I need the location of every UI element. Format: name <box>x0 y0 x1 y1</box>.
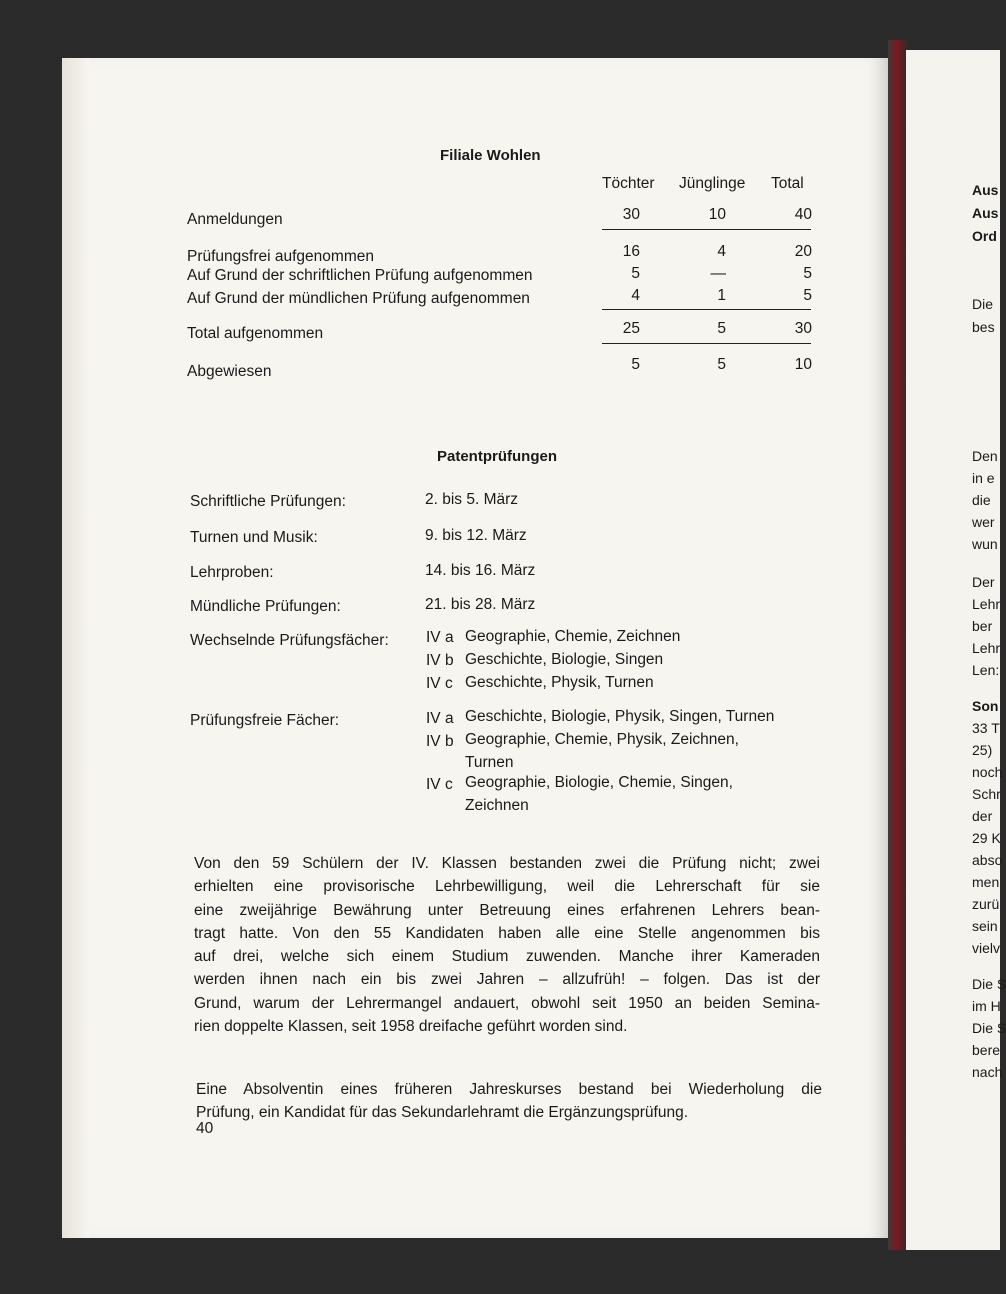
right-fragment: bes <box>972 319 995 335</box>
right-fragment: bere <box>972 1042 1001 1058</box>
filiale-title: Filiale Wohlen <box>440 147 541 164</box>
class-label: IV b <box>426 652 454 669</box>
paragraph-line: Prüfung, ein Kandidat für das Sekundarlehramt die Ergänzungsprüfung. <box>196 1104 689 1122</box>
table-cell: 30 <box>622 206 640 223</box>
table-cell: 40 <box>794 206 812 223</box>
table-cell: 20 <box>794 243 812 260</box>
table-cell: 5 <box>717 320 726 337</box>
table-cell: 5 <box>631 265 640 282</box>
right-fragment: zurü <box>972 896 1000 912</box>
wechselnde-label: Wechselnde Prüfungsfächer: <box>190 632 389 649</box>
subjects: Geschichte, Biologie, Physik, Singen, Turnen <box>465 708 775 725</box>
column-header-toechter: Töchter <box>602 175 655 192</box>
schedule-value: 2. bis 5. März <box>425 491 519 508</box>
class-label: IV b <box>426 733 454 750</box>
body-paragraph-1 <box>194 852 820 1038</box>
table-cell: 10 <box>794 356 812 373</box>
row-label-total-aufgenommen: Total aufgenommen <box>187 325 324 342</box>
right-fragment: men <box>972 874 1000 890</box>
schedule-value: 9. bis 12. März <box>425 527 527 544</box>
table-cell: 16 <box>622 243 640 260</box>
left-page <box>62 58 890 1238</box>
right-fragment: in e <box>972 470 995 486</box>
table-cell: 5 <box>803 265 812 282</box>
right-fragment: 29 K <box>972 830 1001 846</box>
right-fragment: abso <box>972 852 1003 868</box>
paragraph-line: auf drei, welche sich einem Studium zuwenden. Manche ihrer Kameraden <box>194 948 820 966</box>
right-fragment: die <box>972 492 991 508</box>
subjects: Geographie, Chemie, Physik, Zeichnen, <box>465 731 739 748</box>
subjects: Geographie, Biologie, Chemie, Singen, <box>465 774 733 791</box>
table-cell: 30 <box>794 320 812 337</box>
table-cell: 4 <box>631 287 640 304</box>
right-fragment: Die S <box>972 976 1006 992</box>
right-fragment: wer <box>972 514 995 530</box>
right-fragment: Der <box>972 574 995 590</box>
table-cell: 4 <box>717 243 726 260</box>
column-header-juenglinge: Jünglinge <box>679 175 746 192</box>
class-label: IV c <box>426 675 453 692</box>
paragraph-line: eine zweijährige Bewährung unter Betreuung eines erfahrenen Lehrers bean- <box>194 901 820 919</box>
table-cell: 5 <box>631 356 640 373</box>
schedule-label: Schriftliche Prüfungen: <box>190 493 346 510</box>
table-cell: 25 <box>622 320 640 337</box>
row-label-anmeldungen: Anmeldungen <box>187 211 283 228</box>
paragraph-line: Grund, warum der Lehrermangel andauert, obwohl seit 1950 an beiden Semina- <box>194 994 820 1012</box>
schedule-label: Lehrproben: <box>190 564 274 581</box>
freie-label: Prüfungsfreie Fächer: <box>190 712 340 729</box>
schedule-value: 14. bis 16. März <box>425 562 536 579</box>
right-fragment: Aus <box>972 205 999 221</box>
table-cell: 5 <box>803 287 812 304</box>
right-fragment: Lehr <box>972 640 1001 656</box>
subjects: Geographie, Chemie, Zeichnen <box>465 628 681 645</box>
table-cell: 10 <box>708 206 726 223</box>
body-paragraph-2 <box>196 1078 822 1125</box>
paragraph-line: Eine Absolventin eines früheren Jahreskurses bestand bei Wiederholung die <box>196 1081 822 1098</box>
right-fragment: Schr <box>972 786 1001 802</box>
right-fragment: Son <box>972 698 999 714</box>
table-cell: 1 <box>717 287 726 304</box>
right-fragment: Len: <box>972 662 1000 678</box>
subjects: Geschichte, Biologie, Singen <box>465 651 664 668</box>
right-page <box>906 50 1006 1250</box>
paragraph-line: tragt hatte. Von den 55 Kandidaten haben alle eine Stelle angenommen bis <box>194 924 820 942</box>
right-fragment: noch <box>972 764 1003 780</box>
row-label-schriftlich: Auf Grund der schriftlichen Prüfung aufgenommen <box>187 267 533 284</box>
right-fragment: Die <box>972 296 994 312</box>
table-rule <box>602 343 811 344</box>
right-fragment: ber <box>972 618 993 634</box>
paragraph-line: rien doppelte Klassen, seit 1958 dreifache geführt worden sind. <box>194 1018 628 1036</box>
class-label: IV c <box>426 776 453 793</box>
subjects-continued: Turnen <box>465 754 514 771</box>
patent-title: Patentprüfungen <box>437 448 557 465</box>
paragraph-line: Von den 59 Schülern der IV. Klassen bestanden zwei die Prüfung nicht; zwei <box>194 855 820 872</box>
class-label: IV a <box>426 710 454 727</box>
table-rule <box>602 309 811 310</box>
right-fragment: im H <box>972 998 1001 1014</box>
schedule-label: Mündliche Prüfungen: <box>190 598 341 615</box>
row-label-abgewiesen: Abgewiesen <box>187 363 272 380</box>
page-number: 40 <box>196 1120 214 1137</box>
schedule-label: Turnen und Musik: <box>190 529 318 546</box>
column-header-total: Total <box>771 175 804 192</box>
paragraph-line: werden ihnen nach ein bis zwei Jahren – allzufrüh! – folgen. Das ist der <box>194 971 820 989</box>
right-fragment: Die S <box>972 1020 1006 1036</box>
right-fragment: vielv <box>972 940 1001 956</box>
right-fragment: 33 T <box>972 720 1000 736</box>
table-cell: 5 <box>717 356 726 373</box>
row-label-muendlich: Auf Grund der mündlichen Prüfung aufgenommen <box>187 290 530 307</box>
subjects-continued: Zeichnen <box>465 797 529 814</box>
subjects: Geschichte, Physik, Turnen <box>465 674 654 691</box>
table-cell: — <box>710 265 726 282</box>
row-label-pruefungsfrei: Prüfungsfrei aufgenommen <box>187 248 374 265</box>
table-rule <box>602 229 811 230</box>
paragraph-line: erhielten eine provisorische Lehrbewilligung, weil die Lehrerschaft für sie <box>194 878 820 896</box>
schedule-value: 21. bis 28. März <box>425 596 536 613</box>
class-label: IV a <box>426 629 454 646</box>
right-fragment: Ord <box>972 228 997 244</box>
right-fragment: Lehr <box>972 596 1001 612</box>
right-fragment: 25) <box>972 742 993 758</box>
right-fragment: wun <box>972 536 998 552</box>
right-fragment: Den <box>972 448 998 464</box>
right-fragment: nach <box>972 1064 1003 1080</box>
right-fragment: der <box>972 808 993 824</box>
right-fragment: Aus <box>972 182 999 198</box>
right-fragment: sein <box>972 918 998 934</box>
